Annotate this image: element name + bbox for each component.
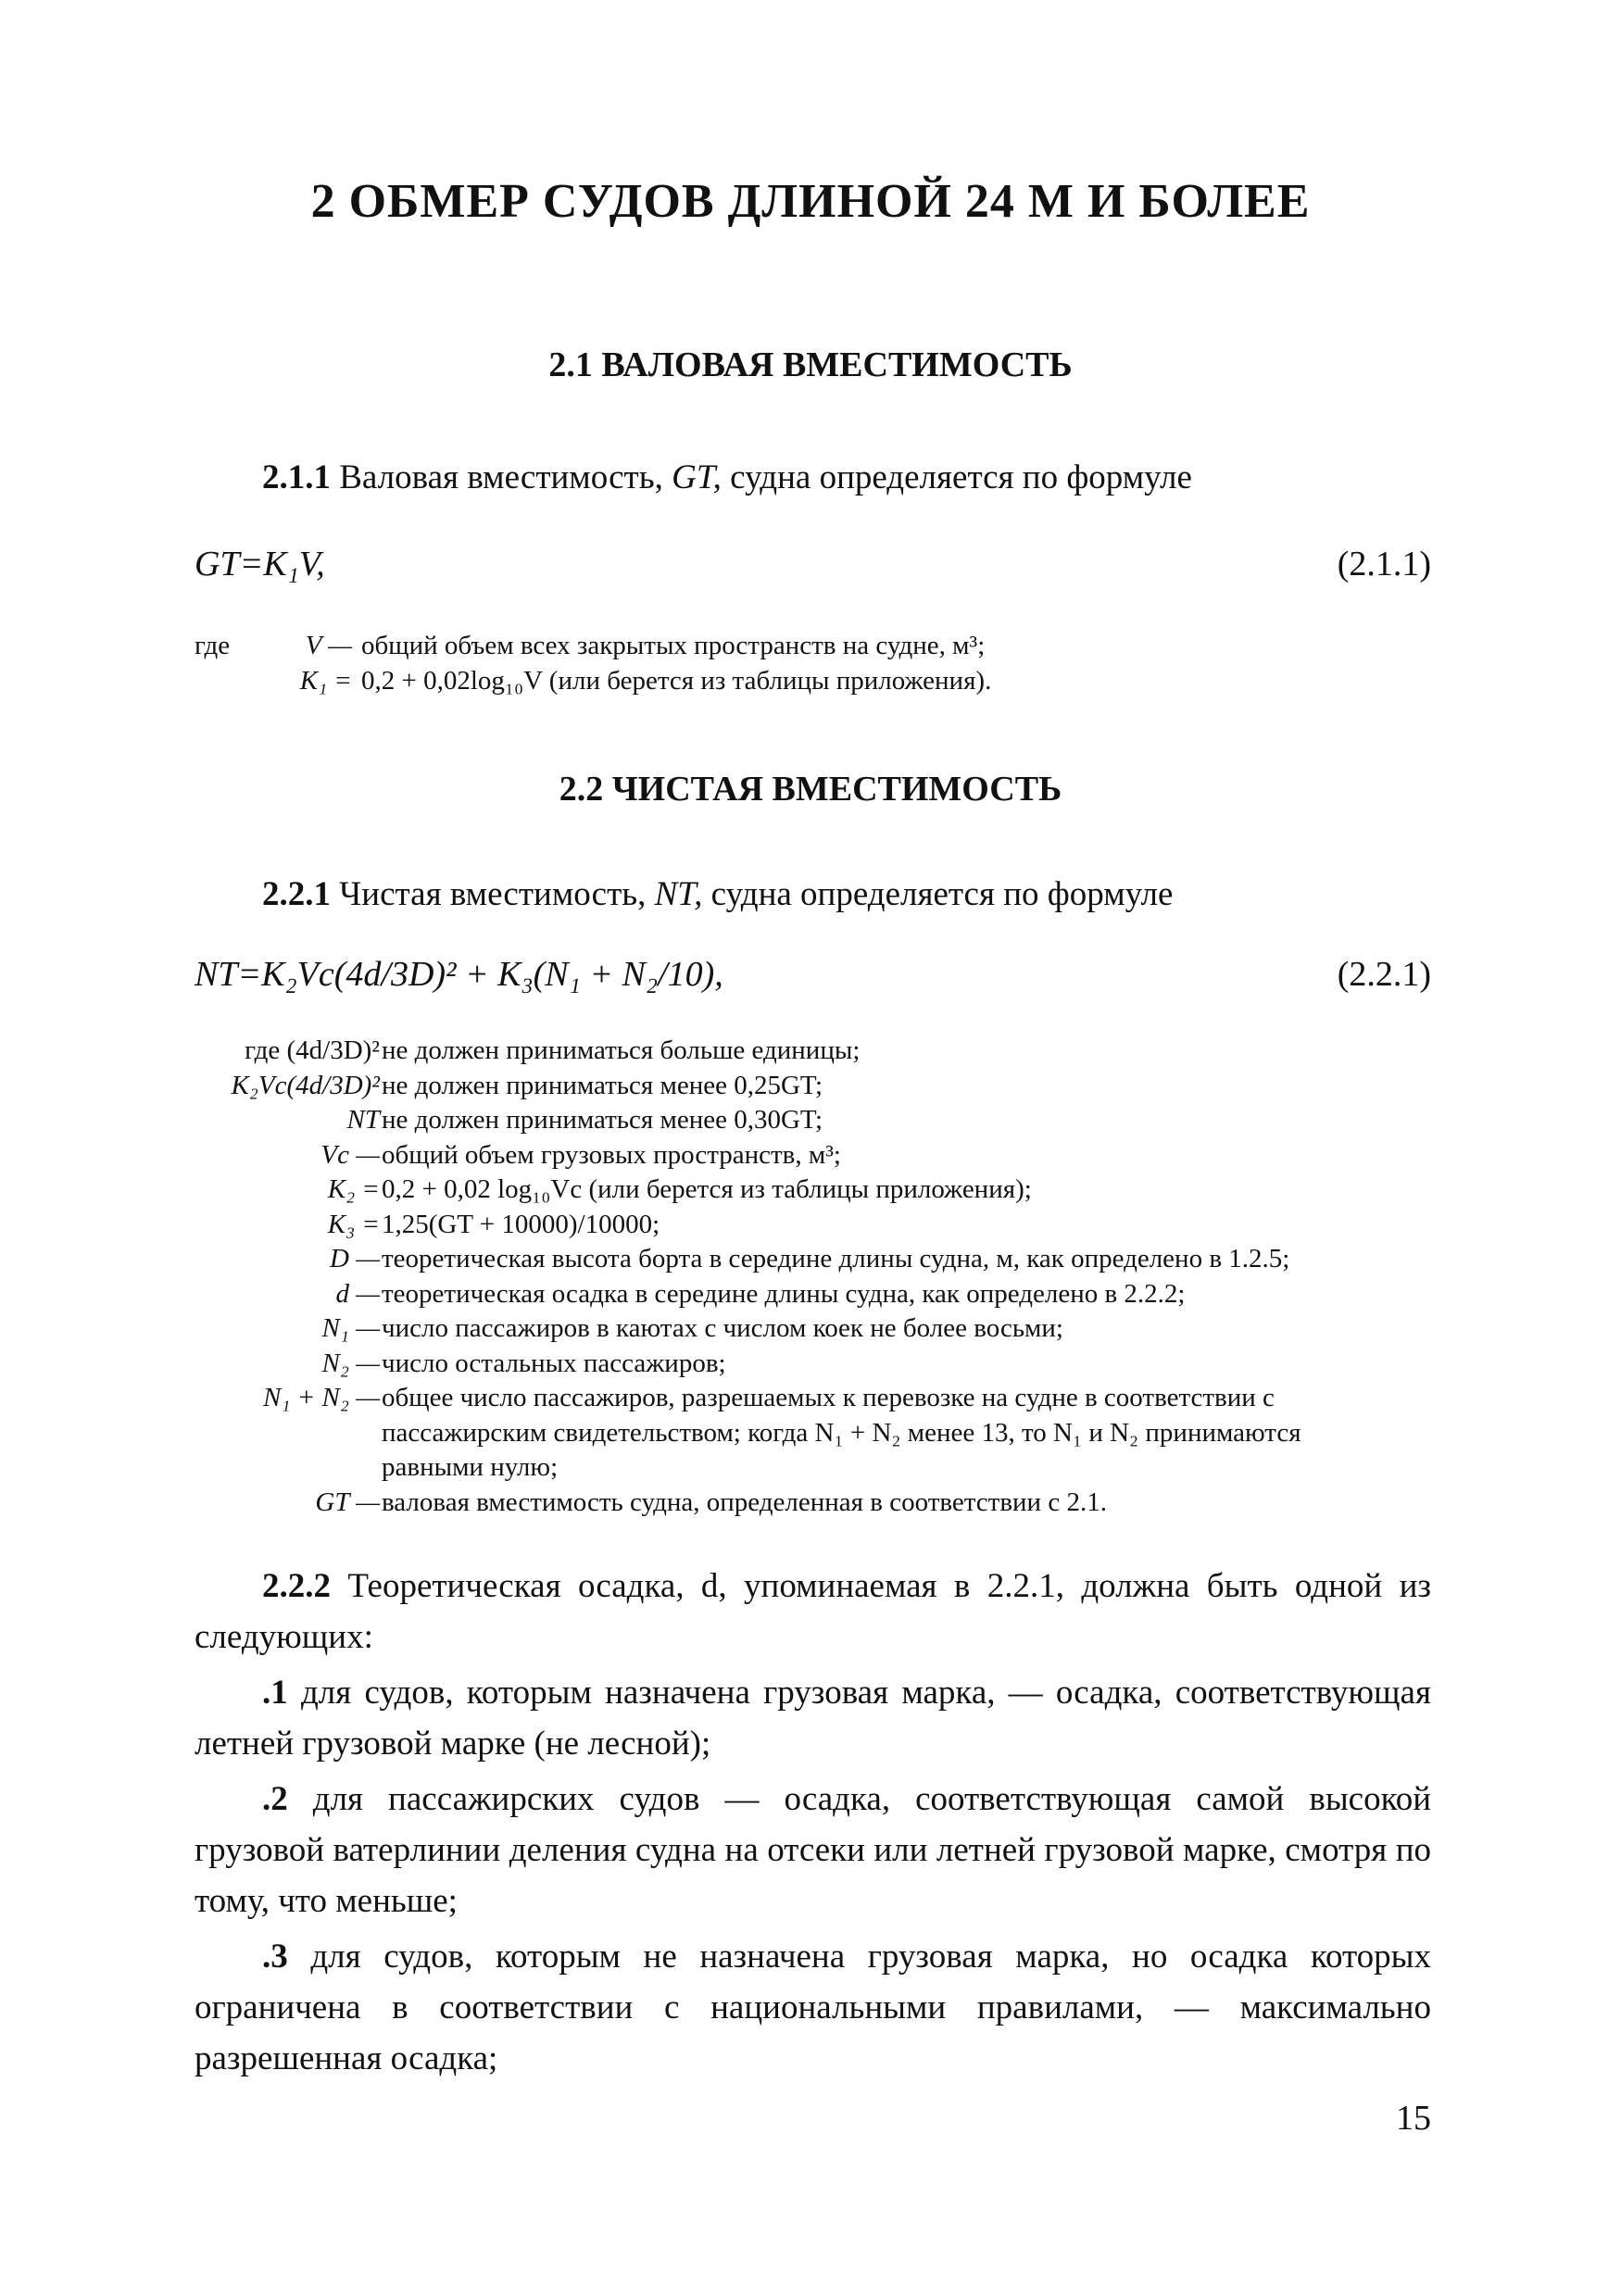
definition-text: валовая вместимость судна, определенная в соответствии с 2.1.	[382, 1487, 1107, 1517]
definition-text: равными нулю;	[382, 1452, 559, 1482]
section-heading-2-2: 2.2 ЧИСТАЯ ВМЕСТИМОСТЬ	[559, 770, 1062, 809]
list-item-3	[195, 1931, 1431, 2084]
paragraph-2-2-1	[262, 869, 1499, 920]
definition-symbol: D —	[330, 1244, 380, 1273]
section-heading-2-1: 2.1 ВАЛОВАЯ ВМЕСТИМОСТЬ	[548, 345, 1073, 384]
definition-text: общий объем всех закрытых пространств на судне, м³;	[361, 631, 986, 660]
paragraph-text: судна определяется по формуле	[702, 875, 1174, 913]
paragraph-text: Теоретическая осадка, d, упоминаемая в 2.2.1, должна быть одной из следующих:	[195, 1567, 1431, 1656]
definition-text: теоретическая высота борта в середине длины судна, м, как определено в 1.2.5;	[382, 1244, 1290, 1273]
list-item-number: .1	[262, 1674, 288, 1712]
formula-number: (2.2.1)	[1337, 955, 1431, 994]
paragraph-number: 2.1.1	[262, 458, 331, 496]
formula-2-2-1: NT=K₂Vc(4d/3D)² + K₃(N₁ + N₂/10),	[195, 955, 723, 994]
definition-text: число остальных пассажиров;	[382, 1348, 726, 1378]
definition-text: число пассажиров в каютах с числом коек не более восьми;	[382, 1313, 1063, 1343]
definition-text: общий объем грузовых пространств, м³;	[382, 1139, 841, 1170]
page-number: 15	[1396, 2099, 1431, 2138]
definition-symbol: N₂ —	[321, 1348, 380, 1378]
definition-symbol: K₃ =	[327, 1209, 380, 1239]
list-item-text: для судов, которым не назначена грузовая марка, но осадка которых ограничена в соответствии с национальными правилами, — максимально разрешенная осадка;	[195, 1938, 1431, 2077]
definition-text: не должен приниматься менее 0,30GT;	[382, 1105, 823, 1135]
formula-number: (2.1.1)	[1337, 545, 1431, 583]
paragraph-text: Валовая вместимость,	[331, 458, 672, 496]
definition-symbol: N₁ —	[321, 1313, 380, 1343]
definition-text: 0,2 + 0,02 log₁₀Vc (или берется из таблицы приложения);	[382, 1174, 1032, 1204]
chapter-title: 2 ОБМЕР СУДОВ ДЛИНОЙ 24 М И БОЛЕЕ	[310, 175, 1311, 228]
formula-2-1-1: GT=K₁V,	[195, 545, 325, 583]
definition-symbol: V —	[305, 631, 352, 660]
definition-symbol: d —	[335, 1278, 380, 1309]
paragraph-number: 2.2.2	[262, 1567, 331, 1605]
list-item-number: .3	[262, 1938, 288, 1976]
definition-symbol: K₂ =	[327, 1174, 380, 1204]
list-item-2	[195, 1774, 1431, 1926]
paragraph-2-2-2	[195, 1561, 1431, 1662]
definition-symbol: GT —	[315, 1487, 380, 1517]
list-item-1	[195, 1667, 1431, 1769]
where-label: где	[195, 631, 231, 660]
variable: GT,	[672, 458, 722, 496]
definition-symbol: NT	[346, 1105, 380, 1135]
definition-text: теоретическая осадка в середине длины судна, как определено в 2.2.2;	[382, 1278, 1186, 1309]
list-item-text: для пассажирских судов — осадка, соответствующая самой высокой грузовой ватерлинии деления судна на отсеки или летней грузовой марке, смотря по тому, что меньше;	[195, 1780, 1431, 1920]
paragraph-text: Чистая вместимость,	[331, 875, 655, 913]
definition-text: 1,25(GT + 10000)/10000;	[382, 1209, 660, 1239]
variable: NT,	[654, 875, 703, 913]
paragraph-text: судна определяется по формуле	[721, 458, 1192, 496]
definition-symbol: K₂Vc(4d/3D)²	[231, 1070, 380, 1100]
definition-symbol: K₁ =	[299, 666, 352, 696]
paragraph-number: 2.2.1	[262, 875, 331, 913]
definition-text: общее число пассажиров, разрешаемых к перевозке на судне в соответствии с	[382, 1383, 1275, 1412]
definition-symbol: N₁ + N₂ —	[263, 1383, 380, 1412]
list-item-text: для судов, которым назначена грузовая марка, — осадка, соответствующая летней грузовой марке (не лесной);	[195, 1674, 1431, 1763]
definition-text: пассажирским свидетельством; когда N₁ + N₂ менее 13, то N₁ и N₂ принимаются	[382, 1417, 1301, 1448]
paragraph-2-1-1	[262, 452, 1499, 503]
definition-text: не должен приниматься больше единицы;	[382, 1035, 861, 1065]
definition-text: не должен приниматься менее 0,25GT;	[382, 1070, 823, 1100]
definition-symbol: Vc —	[320, 1139, 380, 1170]
list-item-number: .2	[262, 1780, 288, 1818]
definition-text: 0,2 + 0,02log₁₀V (или берется из таблицы приложения).	[361, 666, 992, 696]
definition-symbol: где (4d/3D)²	[245, 1035, 380, 1065]
